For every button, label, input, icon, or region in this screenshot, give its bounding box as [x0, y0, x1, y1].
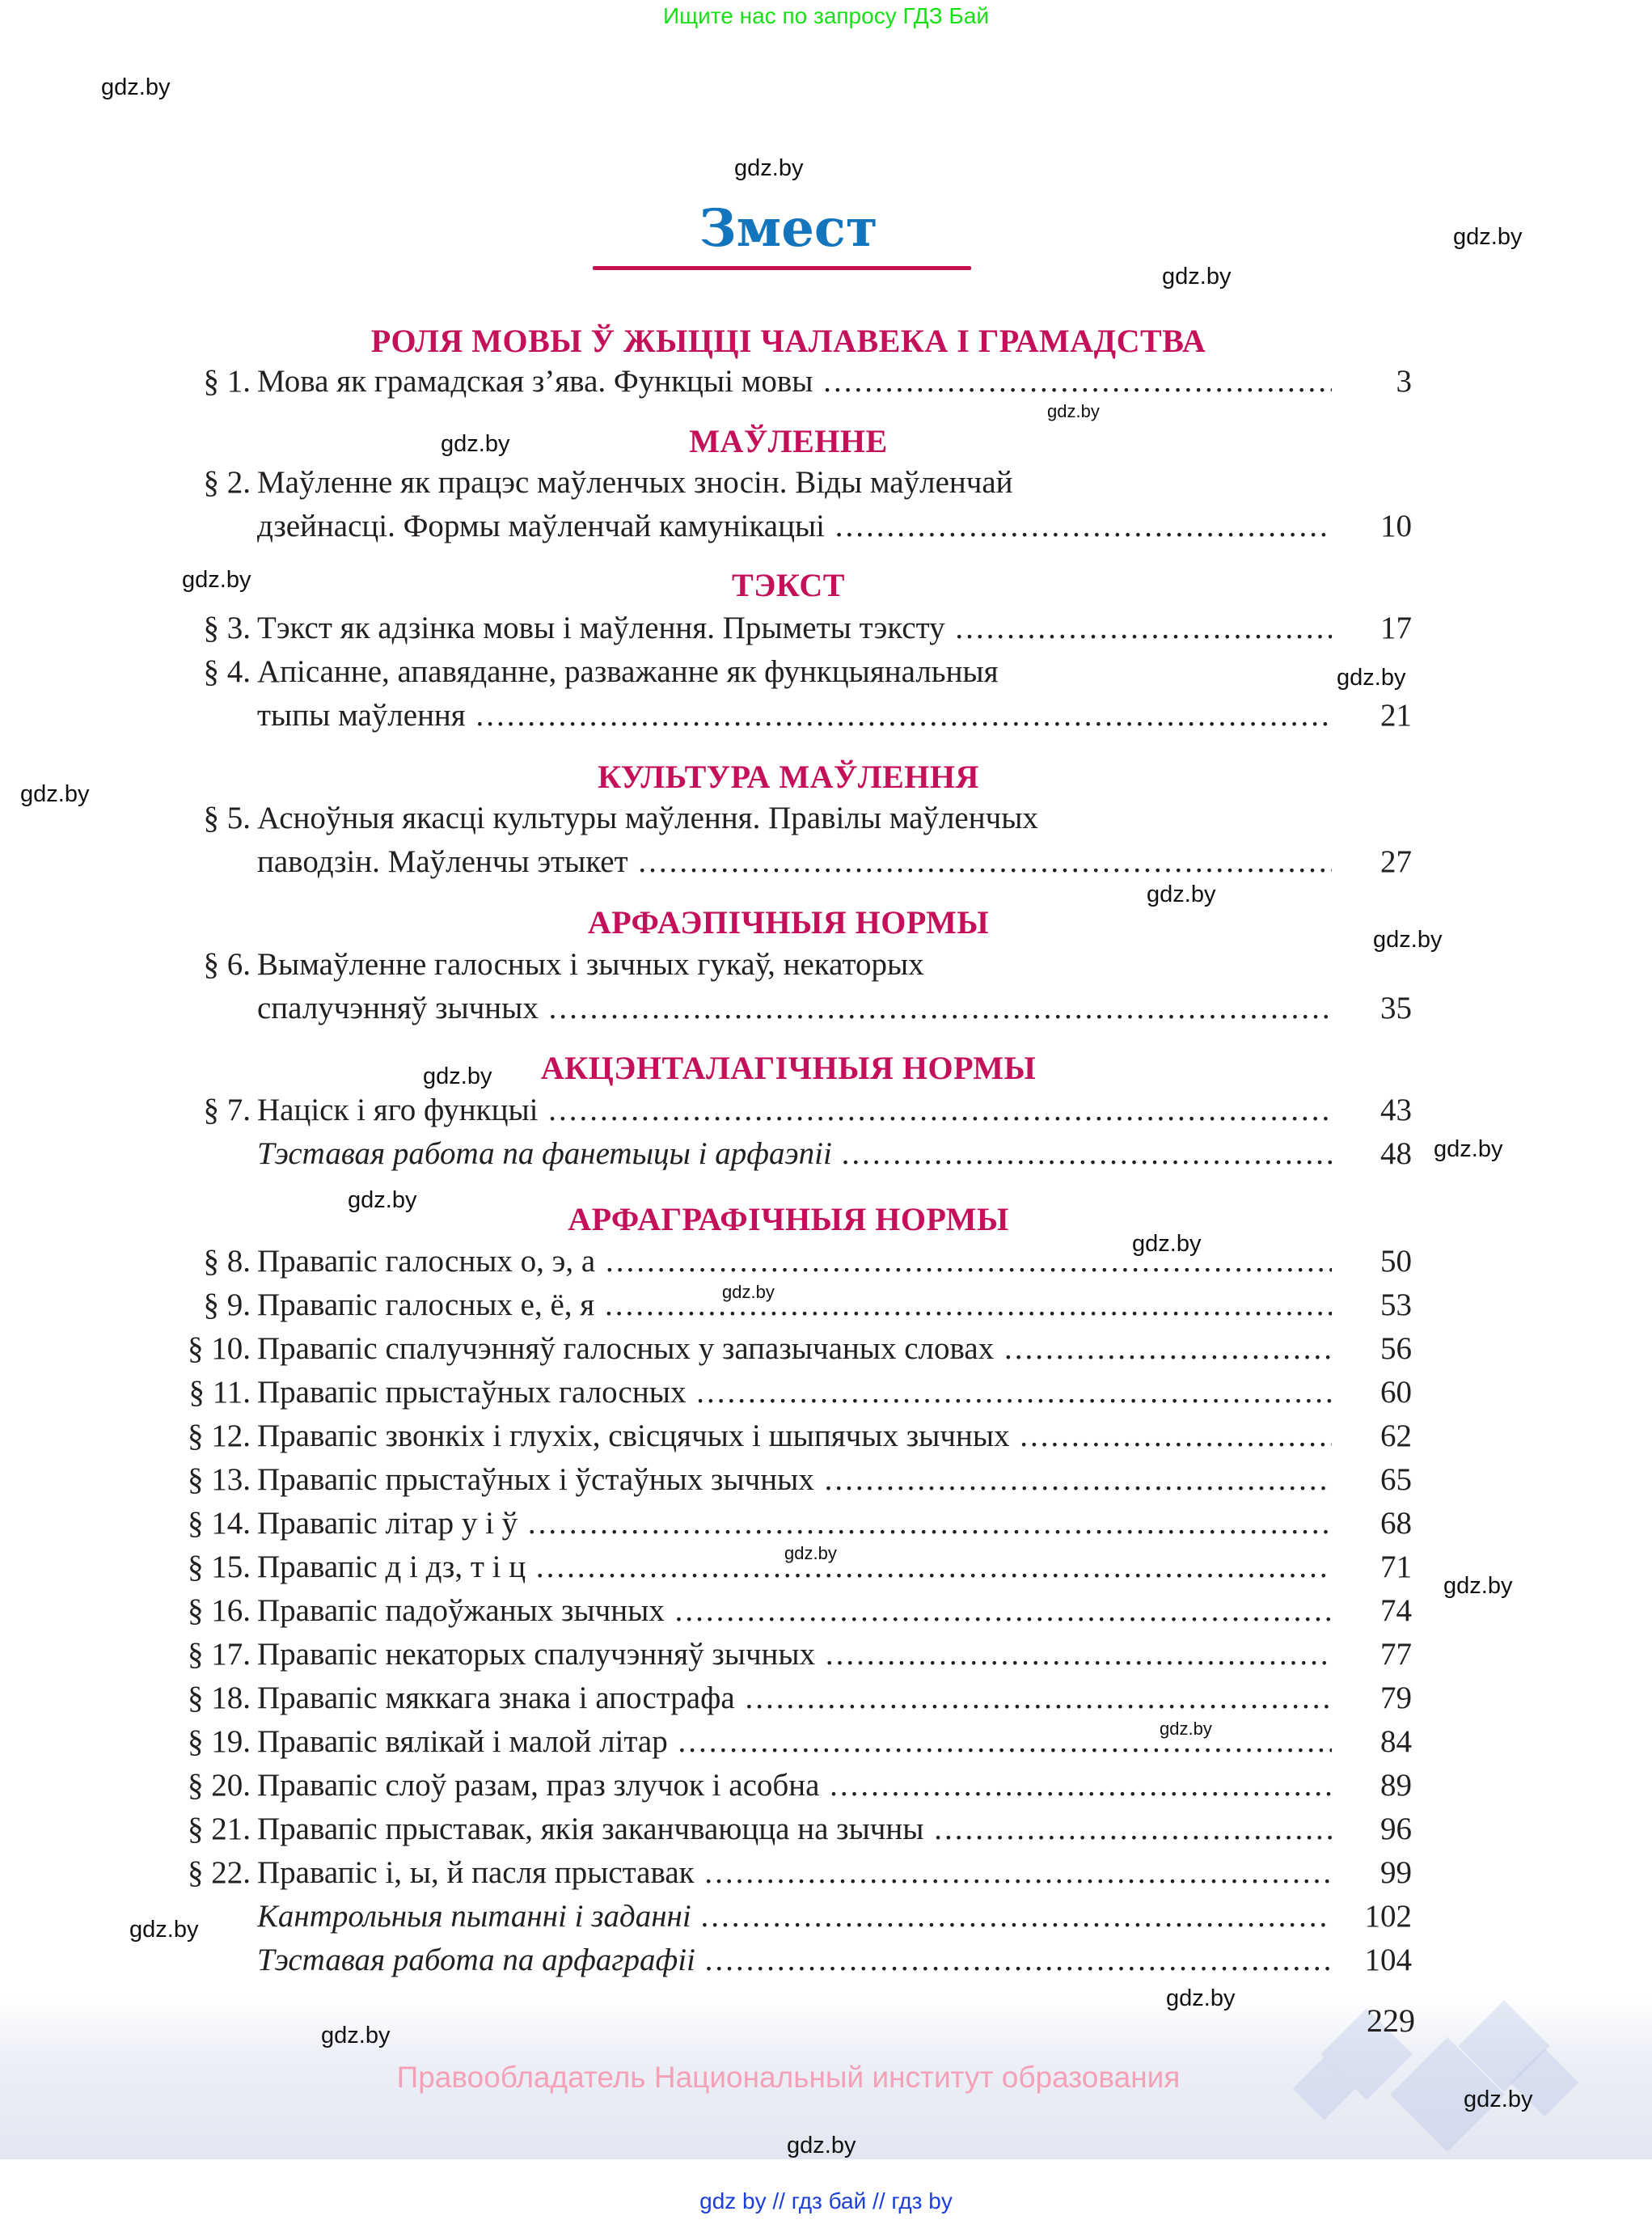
entry-page: 65 — [1380, 1462, 1412, 1497]
section-heading: МАЎЛЕННЕ — [689, 423, 888, 459]
entry-title: Правапіс слоў разам, праз злучок і асобна ..... — [257, 1767, 1332, 1803]
toc-entry[interactable] — [0, 1330, 1423, 1374]
entry-page: 89 — [1380, 1768, 1412, 1803]
copyright-notice: Правообладатель Национальный институт образования — [396, 2061, 1181, 2094]
entry-number: § 5. — [203, 801, 251, 835]
entry-title: Правапіс галосных е, ё, я ..... — [257, 1287, 1332, 1323]
page-number: 229 — [1367, 2002, 1415, 2039]
entry-page: 79 — [1380, 1681, 1412, 1715]
entry-title: Апісанне, апавяданне, разважанне як функцыянальныя — [257, 654, 999, 689]
entry-title: Тэставая работа па фанетыцы і арфаэпіі ..... — [257, 1135, 1332, 1172]
entry-page: 10 — [1380, 509, 1412, 543]
entry-page: 74 — [1380, 1593, 1412, 1628]
search-banner[interactable]: Ищите нас по запросу ГДЗ Бай — [662, 3, 990, 28]
entry-page: 53 — [1380, 1287, 1412, 1322]
watermark: gdz.by — [1132, 1231, 1202, 1257]
entry-title: Маўленне як працэс маўленчых зносін. Віды маўленчай — [257, 465, 1013, 500]
section-heading: АРФАЭПІЧНЫЯ НОРМЫ — [587, 904, 990, 941]
entry-page: 99 — [1380, 1855, 1412, 1890]
entry-number: § 10. — [188, 1331, 251, 1366]
section-heading: АКЦЭНТАЛАГІЧНЫЯ НОРМЫ — [540, 1050, 1037, 1086]
toc-entry-continuation[interactable] — [0, 508, 1423, 552]
entry-title: Правапіс спалучэнняў галосных у запазычаных словах ..... — [257, 1330, 1332, 1367]
toc-entry[interactable] — [0, 946, 1423, 990]
entry-page: 84 — [1380, 1724, 1412, 1759]
watermark: gdz.by — [1166, 1985, 1236, 2011]
toc-entry[interactable] — [0, 1636, 1423, 1680]
watermark: gdz.by — [784, 1543, 837, 1563]
entry-title: Правапіс падоўжаных зычных ..... — [257, 1592, 1332, 1629]
entry-title: Асноўныя якасці культуры маўлення. Правілы маўленчых — [257, 801, 1038, 835]
title-underline — [593, 266, 971, 270]
footer-links[interactable]: gdz by // гдз бай // гдз by — [699, 2188, 953, 2213]
section-heading: ТЭКСТ — [732, 567, 845, 603]
entry-title: Правапіс галосных о, э, а ..... — [257, 1243, 1332, 1279]
entry-number: § 3. — [203, 611, 251, 645]
watermark: gdz.by — [734, 155, 804, 181]
entry-title: Правапіс некаторых спалучэнняў зычных ..... — [257, 1636, 1332, 1672]
toc-entry-continuation[interactable] — [0, 990, 1423, 1034]
toc-entry[interactable] — [0, 1243, 1423, 1287]
watermark: gdz.by — [321, 2023, 391, 2049]
toc-entry[interactable] — [0, 363, 1423, 407]
entry-page: 35 — [1380, 991, 1412, 1025]
section-heading: АРФАГРАФІЧНЫЯ НОРМЫ — [568, 1201, 1009, 1237]
toc-entry-test[interactable] — [0, 1942, 1423, 1985]
entry-title: Мова як грамадская з’ява. Функцыі мовы ..... — [257, 363, 1332, 400]
watermark: gdz.by — [20, 781, 90, 807]
entry-number: § 21. — [188, 1812, 251, 1846]
entry-number: § 6. — [203, 947, 251, 982]
entry-number: § 2. — [203, 465, 251, 500]
entry-number: § 17. — [188, 1637, 251, 1672]
entry-page: 104 — [1364, 1943, 1412, 1977]
entry-title: Правапіс прыставак, якія заканчваюцца на зычны ..... — [257, 1811, 1332, 1847]
entry-title: Правапіс звонкіх і глухіх, свісцячых і шыпячых зычных ..... — [257, 1418, 1332, 1454]
entry-title: Націск і яго функцыі ..... — [257, 1092, 1332, 1128]
entry-number: § 20. — [188, 1768, 251, 1803]
entry-page: 43 — [1380, 1093, 1412, 1127]
watermark: gdz.by — [1373, 927, 1443, 953]
entry-number: § 19. — [188, 1724, 251, 1759]
watermark: gdz.by — [423, 1063, 492, 1089]
entry-title: Правапіс літар у і ў ..... — [257, 1505, 1332, 1541]
entry-number: § 14. — [188, 1506, 251, 1541]
page-title: Змест — [699, 198, 878, 259]
entry-page: 17 — [1380, 611, 1412, 645]
entry-page: 50 — [1380, 1244, 1412, 1279]
entry-number: § 11. — [188, 1375, 251, 1410]
toc-entry[interactable] — [0, 1374, 1423, 1418]
toc-entry[interactable] — [0, 1287, 1423, 1330]
entry-number: § 15. — [188, 1550, 251, 1584]
entry-page: 96 — [1380, 1812, 1412, 1846]
entry-page: 48 — [1380, 1136, 1412, 1171]
toc-entry[interactable] — [0, 653, 1423, 697]
watermark: gdz.by — [1453, 224, 1523, 250]
entry-page: 3 — [1396, 364, 1412, 399]
toc-entry-continuation[interactable] — [0, 844, 1423, 887]
entry-page: 102 — [1364, 1899, 1412, 1934]
entry-number: § 8. — [203, 1244, 251, 1279]
watermark: gdz.by — [1443, 1573, 1513, 1599]
watermark: gdz.by — [182, 567, 251, 593]
toc-entry-test[interactable] — [0, 1898, 1423, 1942]
watermark: gdz.by — [441, 431, 510, 457]
entry-title: Правапіс і, ы, й пасля прыставак ..... — [257, 1854, 1332, 1891]
watermark: gdz.by — [348, 1187, 417, 1213]
watermark: gdz.by — [1162, 264, 1232, 290]
watermark: gdz.by — [1434, 1136, 1503, 1162]
entry-number: § 18. — [188, 1681, 251, 1715]
toc-entry[interactable] — [0, 1461, 1423, 1505]
entry-title: Кантрольныя пытанні і заданні ..... — [257, 1898, 1332, 1934]
watermark: gdz.by — [1147, 882, 1216, 907]
entry-number: § 9. — [203, 1287, 251, 1322]
entry-page: 27 — [1380, 844, 1412, 879]
section-heading: КУЛЬТУРА МАЎЛЕННЯ — [598, 759, 979, 795]
entry-title: Тэставая работа па арфаграфіі ..... — [257, 1942, 1332, 1978]
entry-number: § 4. — [203, 654, 251, 689]
watermark: gdz.by — [129, 1917, 199, 1943]
toc-entry[interactable] — [0, 464, 1423, 508]
toc-entry[interactable] — [0, 610, 1423, 653]
entry-title: Тэкст як адзінка мовы і маўлення. Прыметы тэксту ..... — [257, 610, 1332, 646]
entry-page: 62 — [1380, 1419, 1412, 1453]
toc-entry[interactable] — [0, 1767, 1423, 1811]
watermark: gdz.by — [1464, 2087, 1533, 2112]
entry-page: 77 — [1380, 1637, 1412, 1672]
watermark: gdz.by — [1160, 1719, 1212, 1739]
toc-entry-continuation[interactable] — [0, 697, 1423, 741]
entry-page: 56 — [1380, 1331, 1412, 1366]
entry-number: § 22. — [188, 1855, 251, 1890]
watermark: gdz.by — [722, 1282, 775, 1302]
toc-entry[interactable] — [0, 1592, 1423, 1636]
entry-number: § 12. — [188, 1419, 251, 1453]
entry-page: 68 — [1380, 1506, 1412, 1541]
toc-entry[interactable] — [0, 1092, 1423, 1135]
entry-page: 60 — [1380, 1375, 1412, 1410]
watermark: gdz.by — [787, 2133, 856, 2158]
toc-entry[interactable] — [0, 1680, 1423, 1723]
entry-title: Правапіс д і дз, т і ц ..... — [257, 1549, 1332, 1585]
watermark: gdz.by — [1337, 665, 1406, 691]
entry-title: дзейнасці. Формы маўленчай камунікацыі ..... — [257, 508, 1332, 544]
entry-title: паводзін. Маўленчы этыкет ..... — [257, 844, 1332, 880]
toc-entry[interactable] — [0, 1505, 1423, 1549]
entry-title: тыпы маўлення ..... — [257, 697, 1332, 734]
entry-title: Правапіс прыстаўных галосных ..... — [257, 1374, 1332, 1410]
toc-entry[interactable] — [0, 1811, 1423, 1854]
entry-title: Вымаўленне галосных і зычных гукаў, некаторых — [257, 947, 924, 982]
section-heading: РОЛЯ МОВЫ Ў ЖЫЦЦІ ЧАЛАВЕКА І ГРАМАДСТВА — [370, 323, 1206, 359]
entry-title: Правапіс вялікай і малой літар ..... — [257, 1723, 1332, 1760]
entry-number: § 16. — [188, 1593, 251, 1628]
entry-page: 21 — [1380, 698, 1412, 733]
toc-entry[interactable] — [0, 1418, 1423, 1461]
toc-entry[interactable] — [0, 800, 1423, 844]
entry-number: § 1. — [203, 364, 251, 399]
entry-title: спалучэнняў зычных ..... — [257, 990, 1332, 1026]
toc-entry[interactable] — [0, 1549, 1423, 1592]
entry-number: § 13. — [188, 1462, 251, 1497]
watermark: gdz.by — [101, 74, 171, 100]
toc-entry[interactable] — [0, 1723, 1423, 1767]
entry-page: 71 — [1380, 1550, 1412, 1584]
entry-title: Правапіс прыстаўных і ўстаўных зычных ..... — [257, 1461, 1332, 1498]
toc-entry[interactable] — [0, 1854, 1423, 1898]
entry-title: Правапіс мяккага знака і апострафа ..... — [257, 1680, 1332, 1716]
entry-number: § 7. — [203, 1093, 251, 1127]
watermark: gdz.by — [1047, 401, 1100, 421]
toc-entry-test[interactable] — [0, 1135, 1423, 1179]
